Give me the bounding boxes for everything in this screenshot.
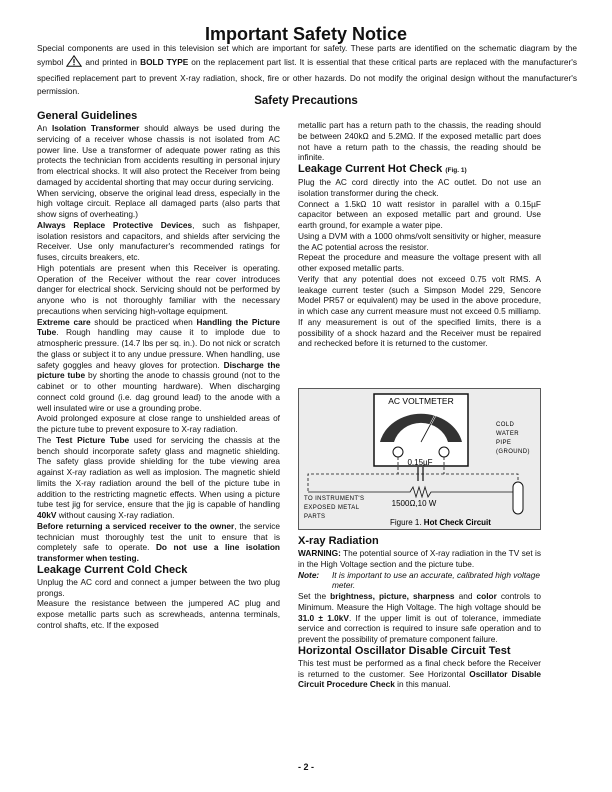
high-voltage-value: 31.0 ± 1.0kV	[298, 612, 349, 623]
text: used for servicing the chassis at the bench should incorporate safety glass and magnetic shielding. The safety glass provide shielding for the tube viewing area against X-ray radiation as well as implosion. The magnetic shield limits the X-ray radiation around the bell of the picture tube in addition to the restricting magnetic effects. When using a picture tube test jig for service, ensure that the jig is capable of handling	[37, 434, 280, 510]
ground-label-1: COLD	[496, 422, 515, 428]
figure-reference: (Fig. 1)	[445, 167, 467, 174]
intro-text-2: and printed in	[82, 57, 141, 68]
text-bold: Discharge the picture tube	[37, 359, 280, 381]
resistor-label: 1500Ω,10 W	[391, 499, 437, 508]
hot-check-p2: Connect a 1.5kΩ 10 watt resistor in parallel with a 0.15µF capacitor between an exposed metallic part and ground. Use earth ground, for example a water pipe.	[298, 198, 541, 230]
general-p5	[37, 317, 280, 414]
hot-check-heading-text: Leakage Current Hot Check	[298, 163, 443, 175]
instrument-label-2: EXPOSED METAL	[304, 505, 360, 511]
water-pipe	[513, 482, 523, 514]
hot-check-circuit-figure	[298, 388, 541, 530]
text: , the service technician must thoroughly test the unit to ensure that is completely safe to operate.	[37, 520, 280, 553]
cold-check-p2: Measure the resistance between the jumpered AC plug and expose metallic parts such as screwheads, antenna terminals, control shafts, etc. If the exposed	[37, 598, 280, 630]
text: , such as fishpaper, isolation resistors and capacitors, and shields after servicing the Receiver. Use only manufacturer's recommended ratings for fuses, circuits breakers, etc.	[37, 219, 280, 262]
instrument-label-3: PARTS	[304, 514, 326, 520]
text: . If the upper limit is out of tolerance, immediate service and correction is required to insure safe operation and to prevent the possibility of premature component failure.	[298, 612, 541, 644]
general-p4: High potentials are present when this Receiver is operating. Operation of the Receiver without the rear cover introduces danger for electrical shock. Servicing should not be performed by anyone who is not thoroughly familiar with the necessary precautions when servicing high-voltage equipment.	[37, 262, 280, 316]
text-bold: Before returning a serviced receiver to the owner	[37, 520, 235, 531]
xray-note	[298, 570, 541, 592]
note-label: Note:	[298, 569, 320, 580]
general-guidelines-heading: General Guidelines	[37, 110, 138, 122]
text-bold: Extreme care	[37, 316, 91, 327]
cold-check-heading: Leakage Current Cold Check	[37, 563, 188, 576]
hot-check-p3: Using a DVM with a 1000 ohms/volt sensitivity or higher, measure the AC potential across the resistor.	[298, 230, 541, 252]
hot-check-heading	[298, 163, 541, 177]
oscillator-p1	[298, 658, 541, 690]
figure-caption	[390, 518, 491, 527]
section-title: Safety Precautions	[254, 95, 358, 107]
general-p2: When servicing, observe the original lead dress, especially in the high voltage circuit. Replace all damaged parts (also parts that show signs of overheating.)	[37, 187, 280, 219]
text: should be practiced when	[90, 316, 197, 327]
text-bold: Do not use a line isolation transformer when testing.	[37, 542, 280, 563]
general-p7	[37, 435, 280, 521]
text: This test must be performed as a final check before the Receiver is returned to the customer. See Horizontal	[298, 657, 541, 679]
intro-bold-type: BOLD TYPE	[140, 57, 189, 68]
capacitor-label: 0.15µF	[407, 458, 433, 467]
text: . Rough handling may cause it to implode due to atmospheric pressure. (14.7 lbs per sq. in.). Do not nick or scratch the glass or subject it to any undue pressure. When handling, use safety goggles and heavy gloves for protection.	[37, 327, 280, 370]
xray-p2	[298, 591, 541, 645]
text: should always be used during the servicing of a receiver whose chassis is not isolated from AC power line. Use a transformer of adequate power rating as this protects the technician from accidents resulting in personal injury from electrical shocks. It will also protect the Receiver from being damaged by accidental shorting that may occur during servicing.	[37, 123, 280, 187]
warning-triangle-icon	[66, 55, 82, 71]
meter-terminal-left	[393, 447, 403, 457]
text: The potential source of X-ray radiation in the TV set is in the High Voltage section and the picture tube.	[298, 548, 541, 569]
text: in this manual.	[394, 679, 451, 690]
text: and	[454, 591, 477, 601]
text-bold: Test Picture Tube	[55, 434, 130, 445]
left-column	[37, 110, 280, 631]
instrument-label-1: TO INSTRUMENT'S	[304, 496, 365, 502]
general-p6: Avoid prolonged exposure at close range to unshielded areas of the picture tube to prevent exposure to X-ray radiation.	[37, 413, 280, 434]
caption-title: Hot Check Circuit	[423, 518, 491, 527]
voltmeter-label: AC VOLTMETER	[388, 396, 454, 406]
page-number: - 2 -	[297, 762, 314, 772]
general-p1	[37, 123, 280, 188]
text-bold: Handling the Picture Tube	[37, 316, 280, 338]
text-bold: 40kV	[37, 510, 57, 520]
text: Set the	[298, 591, 331, 601]
text-bold: Always Replace Protective Devices	[37, 219, 193, 230]
xray-p1	[298, 548, 541, 570]
hot-check-p1: Plug the AC cord directly into the AC outlet. Do not use an isolation transformer during the check.	[298, 177, 541, 198]
xray-heading: X-ray Radiation	[298, 535, 379, 547]
meter-terminal-right	[439, 447, 449, 457]
ground-label-2: WATER	[496, 431, 519, 437]
cold-check-p1: Unplug the AC cord and connect a jumper between the two plug prongs.	[37, 576, 280, 598]
right-column-top	[298, 120, 541, 349]
text-bold: Isolation Transformer	[51, 123, 140, 133]
warning-label: WARNING:	[298, 548, 341, 558]
text-bold: color	[476, 591, 497, 601]
text: The	[37, 434, 56, 445]
intro-text-3: on the replacement part list. It is essential that these critical parts are replaced with the manufacturer's specified replacement part to prevent X-ray radiation, shock, fire or other hazards. Do not modify the original design without the manufacturer's permission.	[37, 57, 577, 97]
note-text: It is important to use an accurate, calibrated high voltage meter.	[332, 569, 541, 591]
intro-paragraph	[37, 42, 577, 99]
intro-text-1: Special components are used in this television set which are important for safety. These parts are identified on the schematic diagram by the symbol	[37, 43, 577, 68]
right-column-bottom	[298, 535, 541, 690]
text: An	[37, 123, 52, 133]
cold-check-p3: metallic part has a return path to the chassis, the reading should be between 240kΩ and 5.2MΩ. If the exposed metallic part does not have a return path to the chassis, the reading should be infinite.	[298, 120, 541, 163]
text-bold: brightness, picture, sharpness	[330, 591, 455, 601]
ground-label-3: PIPE	[496, 440, 512, 446]
text: without causing X-ray radiation.	[56, 510, 175, 520]
hot-check-p4: Repeat the procedure and measure the voltage present with all other exposed metallic parts.	[298, 252, 541, 273]
general-p8	[37, 521, 280, 564]
text: controls to Minimum. Measure the High Voltage. The high voltage should be	[298, 591, 541, 612]
general-p3	[37, 220, 280, 263]
oscillator-heading: Horizontal Oscillator Disable Circuit Test	[298, 644, 511, 657]
text-bold: Oscillator Disable Circuit Procedure Check	[298, 668, 541, 690]
ground-label-4: (GROUND)	[496, 449, 530, 455]
hot-check-p5: Verify that any potential does not exceed 0.75 volt RMS. A leakage current tester (such a Simpson Model 229, Sencore Model PR57 or equivalent) may be used in the above procedure, in which case any current measure must not exceed 0.5 milliamp. If any measurement is out of the specified limits, there is a possibility of a shock hazard and the Receiver must be repaired and rechecked before it is returned to the customer.	[298, 273, 541, 349]
caption-number: Figure 1.	[390, 518, 424, 527]
text: by shorting the anode to chassis ground (not to the cabinet or to other mounting hardware). When discharging connect cold ground (i.e. dag ground lead) to the anode with a well insulated wire or use a grounding probe.	[37, 370, 281, 413]
page-title: Important Safety Notice	[204, 24, 408, 44]
